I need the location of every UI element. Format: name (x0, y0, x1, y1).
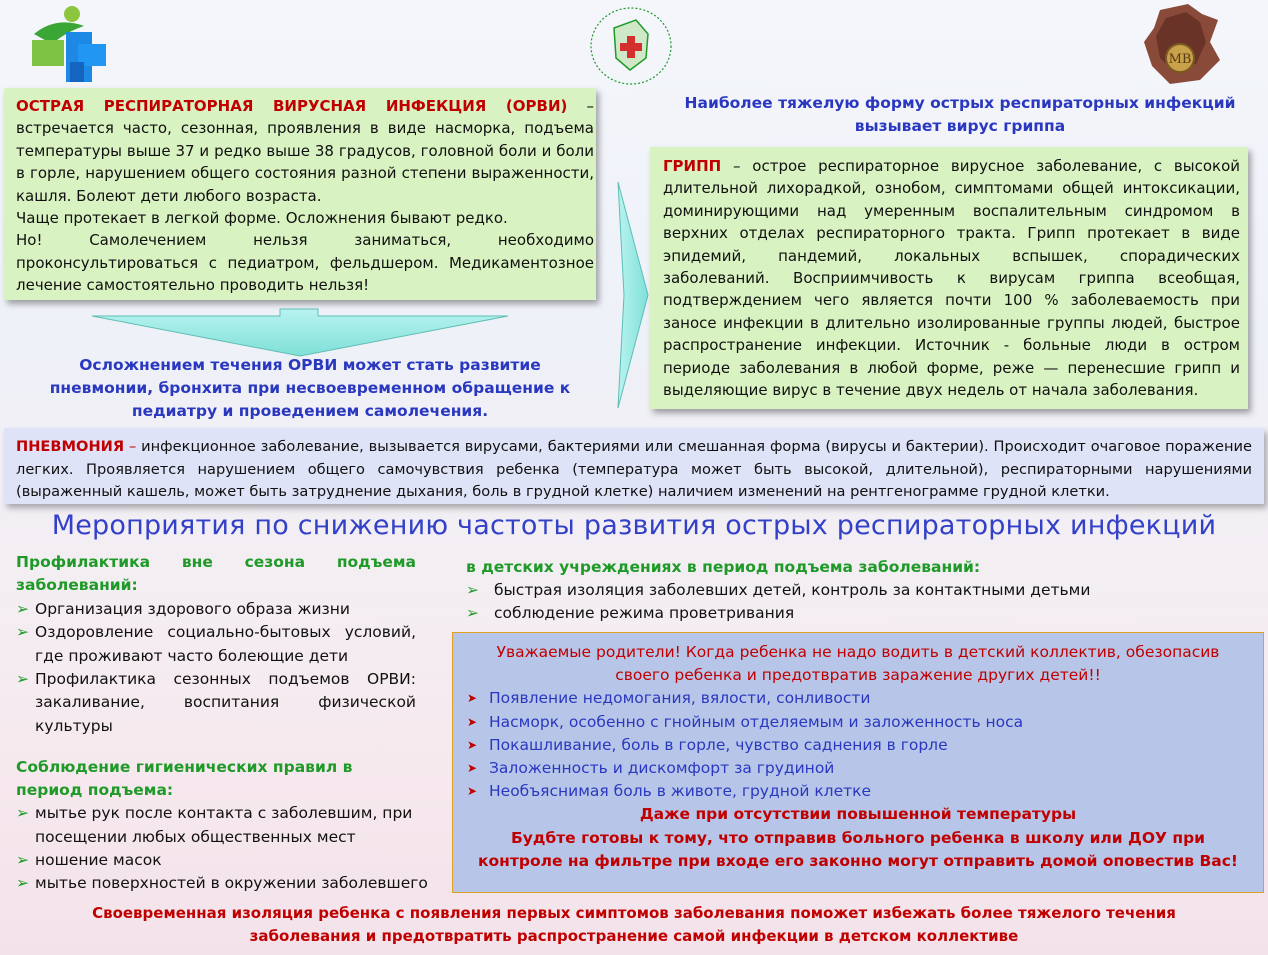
list-item: ➤ Заложенность и дискомфорт за грудиной (467, 757, 1249, 780)
list-item: ➢ соблюдение режима проветривания (466, 602, 1256, 625)
check-icon: ➢ (466, 581, 479, 600)
prevention-section (16, 551, 416, 738)
hygiene-section (16, 756, 436, 895)
orvi-box (4, 88, 596, 300)
flu-title: ГРИПП (663, 157, 722, 175)
prevention-heading: Профилактика вне сезона подъема заболеваний: (16, 553, 416, 595)
orvi-text-3: Но! Самолечением нельзя заниматься, необходимо проконсультироваться с педиатром, фельдшером. Медикаментозное лечение самостоятельно проводить нельзя! (16, 231, 594, 295)
orvi-text-2: Чаще протекает в легкой форме. Осложнения бывают редко. (16, 209, 508, 228)
triangle-icon: ➤ (467, 761, 478, 776)
parents-even: Даже при отсутствии повышенной температуры (639, 805, 1077, 824)
list-item: ➢ мытье поверхностей в окружении заболевшего (16, 872, 436, 895)
triangle-icon: ➤ (467, 714, 478, 729)
institutions-heading: в детских учреждениях в период подъема заболеваний: (466, 558, 981, 576)
list-item: ➢ ношение масок (16, 849, 436, 872)
orvi-paragraph (16, 95, 594, 207)
list-item: ➤ Появление недомогания, вялости, сонливости (467, 687, 1249, 710)
parents-list (467, 687, 1249, 803)
measures-title: Мероприятия по снижению частоты развития острых респираторных инфекций (51, 510, 1217, 541)
pneumonia-dash: – (124, 438, 142, 455)
chevron-icon: ➢ (16, 804, 29, 823)
pneumonia-box (4, 428, 1264, 504)
pneumonia-title: ПНЕВМОНИЯ (16, 438, 125, 455)
triangle-icon: ➤ (467, 737, 478, 752)
list-item: ➢ Оздоровление социально-бытовых условий, где проживают часто болеющие дети (16, 621, 416, 668)
flu-heading: Наиболее тяжелую форму острых респираторных инфекций вызывает вирус гриппа (684, 94, 1236, 135)
list-item: ➤ Покашливание, боль в горле, чувство саднения в горле (467, 734, 1249, 757)
list-item: ➤ Необъяснимая боль в животе, грудной клетке (467, 780, 1249, 803)
complication-text: Осложнением течения ОРВИ может стать развитие пневмонии, бронхита при несвоевременном обращение к педиатру и проведением самолечения. (49, 356, 571, 420)
chevron-icon: ➢ (16, 599, 29, 618)
list-item: ➢ мытье рук после контакта с заболевшим, при посещении любых общественных мест (16, 802, 436, 848)
orvi-text-1: – встречается часто, сезонная, проявления в виде насморка, подъема температуры выше 37 и редко выше 38 градусов, головной боли и боли в горле, нарушением общего состояния разной степени выраженности, кашля. Болеют дети любого возраста. (16, 97, 594, 205)
svg-text:МВ: МВ (1168, 52, 1192, 67)
triangle-icon: ➤ (467, 691, 478, 706)
list-item: ➢ быстрая изоляция заболевших детей, контроль за контактными детьми (466, 579, 1256, 602)
check-icon: ➢ (466, 604, 479, 623)
chevron-icon: ➢ (16, 850, 29, 869)
parents-warning: Будбте готовы к тому, что отправив больного ребенка в школу или ДОУ при контроле на фильтре при входе его законно могут отправить домой оповестив Вас! (478, 828, 1238, 870)
right-arrow-icon (612, 180, 652, 410)
logo-left (26, 4, 110, 84)
flu-box (650, 147, 1248, 409)
list-item: ➤ Насморк, особенно с гнойным отделяемым и заложенность носа (467, 711, 1249, 734)
parents-box (452, 632, 1264, 893)
orvi-title: ОСТРАЯ РЕСПИРАТОРНАЯ ВИРУСНАЯ ИНФЕКЦИЯ (ОРВИ) (16, 97, 568, 115)
chevron-icon: ➢ (16, 623, 29, 642)
list-item: ➢ Организация здорового образа жизни (16, 598, 416, 621)
institutions-section (466, 556, 1256, 626)
list-item: ➢ Профилактика сезонных подъемов ОРВИ: закаливание, воспитания физической культуры (16, 668, 416, 738)
parents-heading: Уважаемые родители! Когда ребенка не надо водить в детский коллектив, обезопасив своего ребенка и предотвратив заражение других детей!! (496, 643, 1220, 685)
college-logo (586, 6, 676, 86)
chevron-icon: ➢ (16, 874, 29, 893)
hygiene-heading: Соблюдение гигиенических правил в период подъема: (16, 758, 353, 800)
triangle-icon: ➤ (467, 784, 478, 799)
chevron-icon: ➢ (16, 670, 29, 689)
down-arrow-icon (0, 308, 600, 358)
footer-text: Своевременная изоляция ребенка с появления первых симптомов заболевания поможет избежать более тяжелого течения заболевания и предотвратить распространение самой инфекции в детском коллективе (92, 904, 1176, 945)
flu-text: – острое респираторное вирусное заболевание, с высокой длительной лихорадкой, ознобом, симптомами общей интоксикации, доминирующими над умеренным воспалительным синдромом в верхних отделах респираторного тракта. Грипп протекает в виде эпидемий, пандемий, локальных вспышек, спорадических заболеваний. Восприимчивость к вирусам гриппа всеобщая, подтверждением чего является почти 100 % заболеваемость при заносе инфекции в длительно изолированные группы людей, быстрое распространение инфекции. Источник - больные люди в остром периоде заболевания в любой форме, реже — перенесшие грипп и выделяющие вирус в течение двух недель от начала заболевания. (663, 157, 1240, 400)
emblem-right (1140, 2, 1226, 86)
pneumonia-text: инфекционное заболевание, вызывается вирусами, бактериями или смешанная форма (вирусы и бактерии). Происходит очаговое поражение легких. Проявляется нарушением общего самочувствия ребенка (температура может быть высокой, длительной), респираторными нарушениями (выраженный кашель, может быть затруднение дыхания, боль в грудной клетке) наличием изменений на рентгенограмме грудной клетки. (16, 438, 1252, 501)
